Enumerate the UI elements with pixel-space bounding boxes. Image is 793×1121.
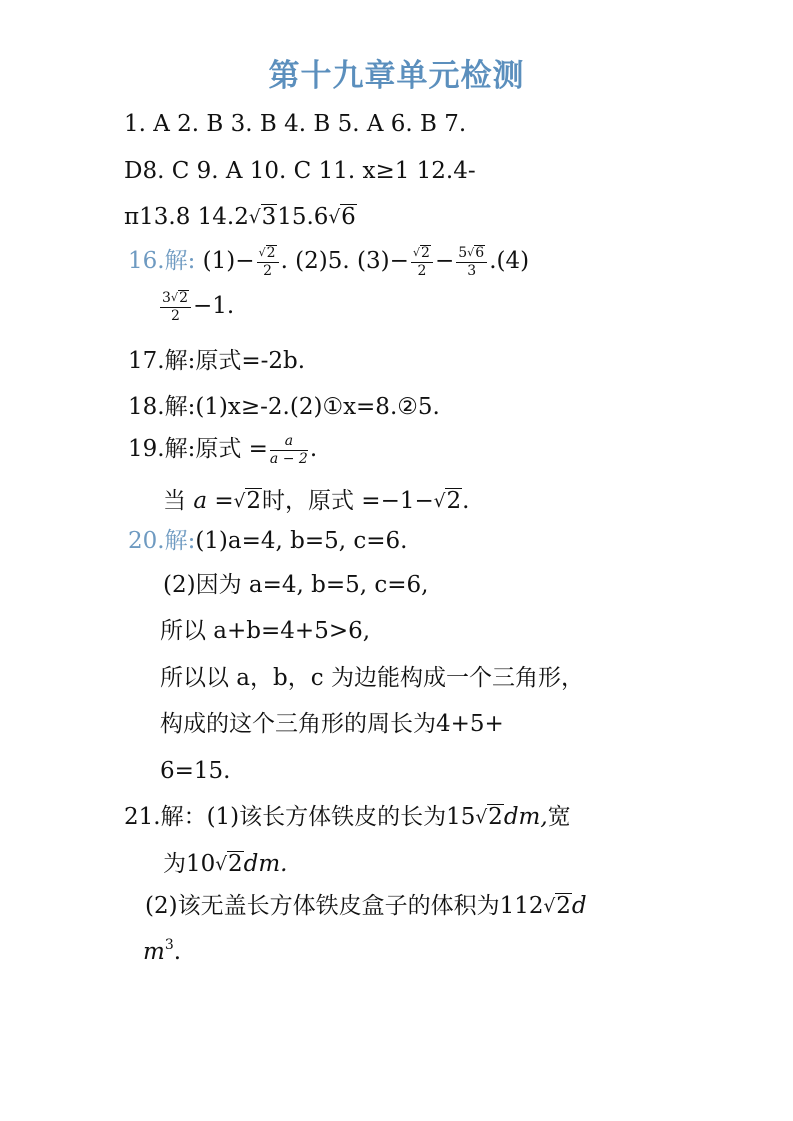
q21-sqrt-1: √2 <box>475 804 503 830</box>
q21-end: . <box>173 939 182 965</box>
q16-line-2 <box>158 290 234 324</box>
q20-line-3: 所以 a+b=4+5>6, <box>160 618 371 644</box>
q20-line-5: 构成的这个三角形的周长为4+5+ <box>160 711 504 737</box>
q19-result: =−1− <box>361 488 434 514</box>
q20-line-2: (2)因为 a=4, b=5, c=6, <box>163 572 429 598</box>
q19-frac: $\frac{a}{a - 2}$ <box>269 433 308 467</box>
q20-line-1 <box>128 530 408 553</box>
q21-coef-1: 15 <box>446 804 476 830</box>
q21-unit-1: dm, <box>503 804 548 830</box>
q19-sqrt-2: √2 <box>233 488 261 514</box>
q21-text-1: 21.解：(1)该长方体铁皮的长为 <box>124 804 447 830</box>
q19-text: 19.解:原式 <box>128 436 242 463</box>
q21-unit-3: d <box>571 893 587 919</box>
q19-eq2: = <box>214 488 234 514</box>
q19-time-text: 时，原式 <box>261 488 354 514</box>
q17-line: 17.解:原式=-2b. <box>128 348 306 374</box>
q16-frac-3: $\frac{5√6}{3}$ <box>456 245 487 279</box>
q21-wei: 为 <box>163 851 186 877</box>
q21-wide: 宽 <box>547 804 571 830</box>
q21-line-1 <box>124 804 571 830</box>
q19-var-a: a <box>193 488 208 514</box>
q21-text-3: (2)该无盖长方体铁皮盒子的体积为 <box>145 893 500 919</box>
q20-line-4: 所以以 a，b，c 为边能构成一个三角形， <box>160 665 584 691</box>
q19-end: . <box>462 488 470 514</box>
q16-line-1 <box>128 245 529 279</box>
answers-line-2: D8. C 9. A 10. C 11. x≥1 12.4- <box>124 158 476 184</box>
q21-line-3 <box>145 893 587 919</box>
q21-coef-3: 112 <box>499 893 544 919</box>
q21-unit-2: dm. <box>243 851 288 877</box>
q19-when: 当 <box>163 488 186 514</box>
answers-line-3-mid: 15.6 <box>277 204 329 230</box>
q21-line-2 <box>163 851 287 877</box>
q16-part-4: .(4) <box>489 248 530 275</box>
page-title: 第十九章单元检测 <box>268 58 525 94</box>
q20-part-1: (1)a=4, b=5, c=6. <box>195 528 408 554</box>
q19-line-1 <box>128 434 317 466</box>
sqrt-3: √3 <box>248 204 277 230</box>
q20-line-6: 6=15. <box>160 758 231 784</box>
q19-sqrt-2b: √2 <box>433 488 462 514</box>
q18-line: 18.解:(1)x≥-2.(2)①x=8.②5. <box>128 394 440 420</box>
q21-unit-4: m <box>143 939 165 965</box>
q21-sqrt-3: √2 <box>543 893 571 919</box>
q16-label: 16.解: <box>128 248 196 275</box>
q16-frac-2: $\frac{√2}{2}$ <box>411 245 433 279</box>
q16-part-2: . (2)5. (3)− <box>280 248 409 275</box>
q21-coef-2: 10 <box>186 851 216 877</box>
answers-line-1: 1. A 2. B 3. B 4. B 5. A 6. B 7. <box>124 111 467 137</box>
q21-sqrt-2: √2 <box>215 851 243 877</box>
q21-line-4 <box>143 938 181 964</box>
q19-period: . <box>309 436 318 463</box>
q19-line-2 <box>163 488 469 514</box>
q16-part-5: −1. <box>192 293 235 320</box>
q20-label: 20.解: <box>128 528 196 554</box>
q19-eq: = <box>248 436 268 463</box>
q16-minus: − <box>434 248 455 275</box>
q16-frac-1: $\frac{√2}{2}$ <box>257 245 279 279</box>
q21-exponent: 3 <box>164 937 174 953</box>
answers-line-3 <box>124 204 357 230</box>
q16-frac-4: $\frac{3√2}{2}$ <box>160 290 191 324</box>
q16-part-1: (1)− <box>202 248 255 275</box>
answers-line-3-prefix: π13.8 14.2 <box>124 204 249 230</box>
sqrt-6: √6 <box>328 204 356 230</box>
